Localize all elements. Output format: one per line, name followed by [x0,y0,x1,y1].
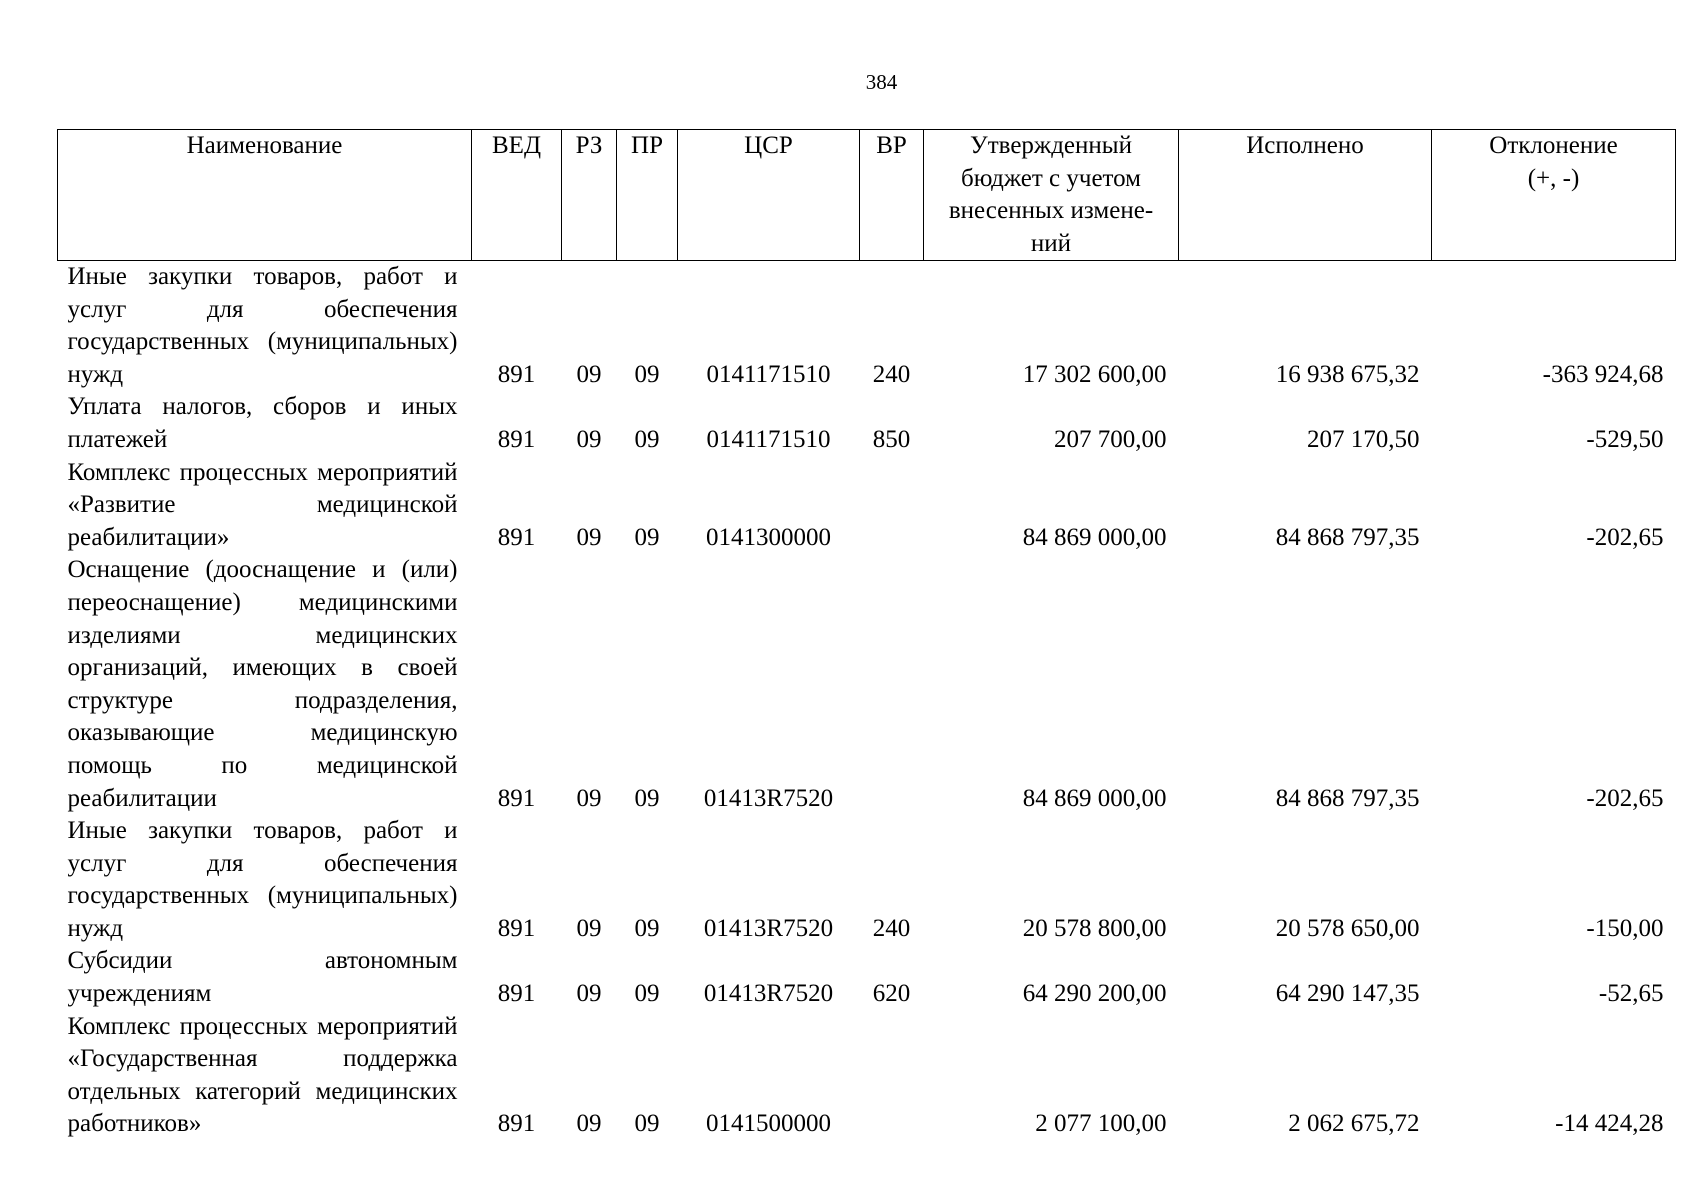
cell-csr: 01413R7520 [703,914,834,942]
cell-pr: 09 [634,784,660,812]
cell-name: Комплекс процессных мероприятий «Государственная поддержка отдельных категорий медицинских работников» [67,1012,458,1138]
header-approved-line: бюджет с учетом [960,164,1142,192]
cell-deviation: -52,65 [1598,980,1664,1008]
cell-csr: 0141300000 [706,523,831,551]
header-deviation [1432,130,1676,261]
header-name: Наименование [58,130,472,261]
page-number: 384 [865,70,898,94]
cell-rz: 09 [576,1110,602,1138]
cell-ved: 891 [497,980,536,1008]
cell-ved: 891 [497,1110,536,1138]
table-row [58,554,1676,815]
header-deviation-line: (+, -) [1527,164,1580,192]
cell-executed: 20 578 650,00 [1275,914,1420,942]
cell-ved: 891 [497,523,536,551]
cell-vr: 620 [872,980,911,1008]
cell-deviation: -202,65 [1586,784,1664,812]
cell-ved: 891 [497,784,536,812]
cell-pr: 09 [634,980,660,1008]
cell-deviation: -150,00 [1586,914,1664,942]
header-ved: ВЕД [472,130,562,261]
cell-executed: 64 290 147,35 [1275,980,1420,1008]
cell-deviation: -14 424,28 [1555,1110,1664,1138]
cell-rz: 09 [576,360,602,388]
cell-name: Уплата налогов, сборов и иных платежей [67,393,458,453]
cell-rz: 09 [576,980,602,1008]
budget-execution-table [57,129,1676,1141]
cell-vr: 850 [872,425,911,453]
header-rz: РЗ [562,130,617,261]
cell-name: Субсидии автономным учреждениям [67,947,458,1008]
cell-ved: 891 [497,914,536,942]
cell-executed: 84 868 797,35 [1275,784,1420,812]
cell-ved: 891 [497,360,536,388]
cell-pr: 09 [634,1110,660,1138]
cell-rz: 09 [576,914,602,942]
header-approved-line: внесенных измене- [948,197,1154,224]
header-executed: Исполнено [1179,130,1432,261]
cell-pr: 09 [634,360,660,388]
cell-vr: 240 [872,360,911,388]
cell-approved: 64 290 200,00 [1022,980,1167,1008]
header-csr: ЦСР [678,130,860,261]
header-deviation-line: Отклонение [1489,132,1618,159]
cell-vr [860,457,924,555]
table-row [58,261,1676,392]
cell-approved: 2 077 100,00 [1035,1110,1167,1138]
cell-deviation: -202,65 [1586,523,1664,551]
table-row [58,815,1676,945]
cell-csr: 01413R7520 [703,980,834,1008]
cell-rz: 09 [576,425,602,453]
cell-name: Иные закупки товаров, работ и услуг для обеспечения государственных (муниципальных) нужд [67,263,458,388]
cell-executed: 207 170,50 [1307,425,1420,453]
cell-ved: 891 [497,425,536,453]
cell-name: Иные закупки товаров, работ и услуг для обеспечения государственных (муниципальных) нужд [67,817,458,942]
table-row [58,945,1676,1010]
cell-name: Оснащение (дооснащение и (или) переоснащение) медицинскими изделиями медицинских организаций, имеющих в своей структуре подразделения, оказывающие медицинскую помощь по медицинской реабилитации [67,556,458,812]
table-header [58,130,1676,261]
header-approved-budget [924,130,1179,261]
cell-csr: 0141171510 [706,425,831,453]
cell-approved: 20 578 800,00 [1022,914,1167,942]
header-vr: ВР [860,130,924,261]
header-approved-line: ний [1030,229,1072,257]
cell-executed: 84 868 797,35 [1275,523,1420,551]
cell-pr: 09 [634,914,660,942]
cell-name: Комплекс процессных мероприятий «Развитие медицинской реабилитации» [67,458,458,551]
table-row [58,457,1676,555]
cell-vr [860,1011,924,1141]
cell-approved: 84 869 000,00 [1022,784,1167,812]
cell-vr [860,554,924,815]
table-row [58,1011,1676,1141]
cell-csr: 0141500000 [706,1110,831,1138]
cell-csr: 01413R7520 [703,784,834,812]
cell-rz: 09 [576,784,602,812]
cell-executed: 2 062 675,72 [1288,1110,1420,1138]
cell-vr: 240 [872,914,911,942]
table-body [58,261,1676,1142]
cell-csr: 0141171510 [706,360,831,388]
cell-pr: 09 [634,425,660,453]
cell-pr: 09 [634,523,660,551]
cell-deviation: -529,50 [1586,425,1664,453]
table-row [58,391,1676,456]
header-approved-line: Утвержденный [970,132,1132,159]
cell-deviation: -363 924,68 [1542,360,1664,388]
cell-approved: 84 869 000,00 [1022,523,1167,551]
cell-approved: 207 700,00 [1054,425,1167,453]
cell-executed: 16 938 675,32 [1275,360,1420,388]
cell-approved: 17 302 600,00 [1022,360,1167,388]
cell-rz: 09 [576,523,602,551]
header-pr: ПР [617,130,678,261]
